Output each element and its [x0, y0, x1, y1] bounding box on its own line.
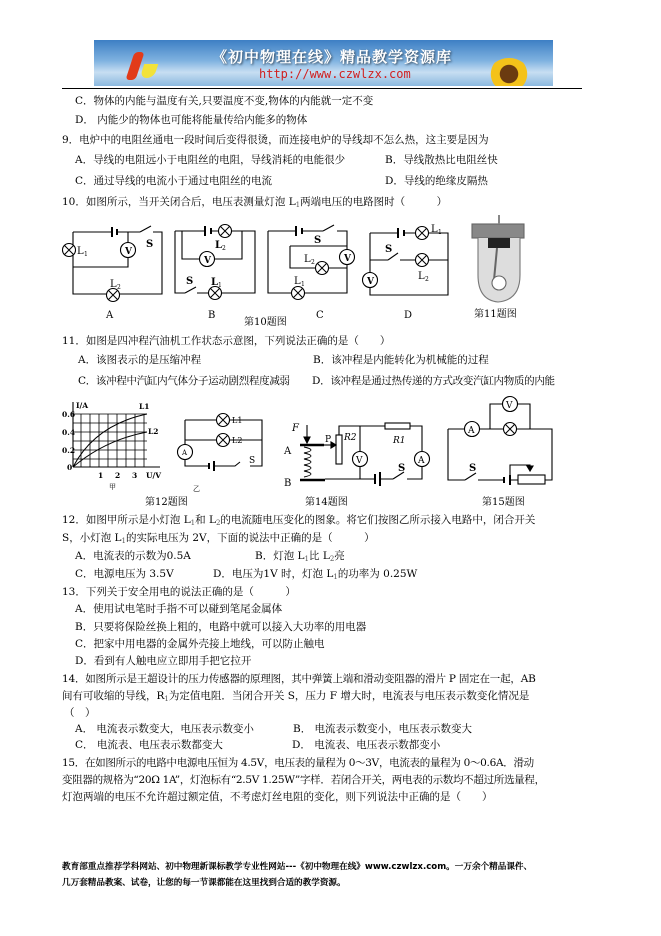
q15-stem-line2: 变阻器的规格为“20Ω 1A”，灯泡标有“2.5V 1.25W”字样．若闭合开关，两电表的示数均不超过所选量程， [62, 774, 545, 786]
label: L [431, 224, 438, 235]
q14-option-a: A． 电流表示数变大，电压表示数变小 [75, 723, 254, 735]
figure-caption-10: 第10题图 [244, 317, 287, 328]
lamp-icon [217, 434, 230, 447]
label: L [304, 254, 311, 265]
label: S [186, 276, 194, 287]
label: A [468, 426, 475, 436]
q12-option-a: A．电流表的示数为0.5A [75, 550, 191, 562]
label: A [284, 446, 292, 457]
label: B [284, 478, 292, 489]
label: L [418, 271, 425, 282]
text: 亮 [334, 550, 345, 562]
subscript: 1 [84, 251, 88, 258]
q14-stem-line1: 14．如图所示是王超设计的压力传感器的原理图，其中弹簧上端和滑动变阻器的滑片 P 固定在一起，AB [62, 673, 536, 685]
y-tick: 0 [67, 463, 73, 472]
q11-option-b: B．该冲程是内能转化为机械能的过程 [313, 354, 489, 366]
text: 间有可收缩的导线，R [62, 690, 165, 702]
curve-label-l2: L2 [148, 427, 159, 436]
label: R1 [393, 436, 406, 446]
label: R2 [344, 433, 357, 443]
y-tick: 0.4 [62, 428, 76, 437]
q11-option-a: A．该图表示的是压缩冲程 [78, 354, 202, 366]
q13-stem: 13．下列关于安全用电的说法正确的是（ ） [62, 586, 296, 598]
figure-caption-14: 第14题图 [305, 497, 348, 508]
q14-option-d: D． 电流表、电压表示数都变小 [292, 739, 441, 751]
q15-stem-line1: 15．在如图所示的电路中电源电压恒为 4.5V，电压表的量程为 0～3V，电流表的量程为 0～0.6A．滑动 [62, 757, 534, 769]
label: S [146, 239, 154, 250]
footer-line1: 教育部重点推荐学科网站、初中物理新课标教学专业性网站---《初中物理在线》www.czwlzx.com。一万余个精品课件、 [62, 862, 533, 872]
label: L [110, 279, 117, 290]
lamp-icon [504, 423, 517, 436]
label: A [182, 449, 188, 457]
lamp-icon [316, 262, 329, 275]
graph-12 [73, 402, 160, 467]
subscript: 1 [438, 229, 442, 236]
label: L2 [232, 436, 243, 445]
figure-caption-11: 第11题图 [474, 309, 517, 320]
subscript: 2 [117, 284, 121, 291]
banner-url[interactable]: http://www.czwlzx.com [259, 67, 411, 81]
text: 为定值电阻．当闭合开关 S，压力 F 增大时，电流表与电压表示数变化情况是 [168, 690, 530, 702]
label: V [506, 401, 513, 411]
label: S [398, 463, 406, 474]
lamp-icon [416, 227, 429, 240]
subscript: 1 [301, 281, 305, 288]
q13-option-a: A．使用试电笔时手指不可以碰到笔尾金属体 [75, 603, 283, 615]
text: 两端电压的电路图时（ ） [300, 196, 448, 208]
q11-stem: 11．如图是四冲程汽油机工作状态示意图，下列说法正确的是（ ） [62, 335, 391, 347]
figure-option-a: A [106, 310, 114, 321]
text: 和 L [195, 514, 216, 526]
figure-caption-12: 第12题图 [145, 497, 188, 508]
lamp-icon [416, 254, 429, 267]
label: F [292, 423, 299, 434]
q8-option-d: D． 内能少的物体也可能将能量传给内能多的物体 [75, 114, 308, 126]
footer-line2: 几万套精品教案、试卷，让您的每一节课都能在这里找到合适的教学资源。 [62, 878, 346, 888]
q11-option-c: C．该冲程中汽缸内气体分子运动剧烈程度减弱 [78, 375, 290, 387]
text: 比 L [309, 550, 330, 562]
subscript: 2 [215, 519, 221, 527]
q13-option-d: D．看到有人触电应立即用手把它拉开 [75, 655, 252, 667]
curve-label-l1: L1 [139, 402, 150, 411]
label: L [215, 240, 223, 251]
x-tick: 3 [132, 471, 138, 480]
q8-option-c: C．物体的内能与温度有关,只要温度不变,物体的内能就一定不变 [75, 95, 374, 107]
label: L1 [232, 416, 243, 425]
circuit-15 [448, 404, 552, 485]
label: P [325, 435, 332, 445]
q15-stem-line3: 灯泡两端的电压不允许超过额定值，不考虑灯丝电阻的变化，则下列说法中正确的是（ ） [62, 791, 493, 803]
label-yi: 乙 [193, 485, 200, 493]
lamp-icon [217, 414, 230, 427]
label: V [344, 254, 351, 264]
y-axis-label: I/A [76, 401, 89, 410]
label: S [314, 235, 322, 246]
figure-caption-15: 第15题图 [482, 497, 525, 508]
label: S [249, 456, 256, 466]
label: S [385, 244, 393, 255]
label: S [469, 463, 477, 474]
label: A [418, 456, 425, 466]
label-jia: 甲 [109, 483, 116, 491]
circuit-10d [370, 228, 448, 295]
engine-diagram-11 [472, 215, 524, 302]
label: L [77, 246, 84, 257]
q14-stem-line3: （ ） [64, 707, 96, 719]
q11-option-d: D．该冲程是通过热传递的方式改变汽缸内物质的内能 [312, 375, 555, 387]
lamp-icon [292, 287, 305, 300]
subscript: 1 [333, 573, 338, 581]
subscript: 2 [329, 555, 335, 563]
lamp-icon [219, 225, 232, 238]
q13-option-c: C．把家中用电器的金属外壳接上地线，可以防止触电 [75, 638, 325, 650]
y-tick: 0.6 [62, 410, 76, 419]
x-axis-label: U/V [146, 471, 162, 480]
subscript: 1 [121, 537, 126, 545]
text: 的实际电压为 2V，下面的说法中正确的是（ ） [125, 532, 375, 544]
text: 10．如图所示，当开关闭合后，电压表测量灯泡 L [62, 196, 296, 208]
text: 的电流随电压变化的图象。将它们按图乙所示接入电路中，闭合开关 [220, 514, 536, 526]
q14-option-c: C． 电流表、电压表示数都变大 [75, 739, 223, 751]
subscript: 1 [190, 519, 196, 527]
q13-option-b: B．只要将保险丝换上粗的，电路中就可以接入大功率的用电器 [75, 621, 367, 633]
label: V [204, 256, 211, 266]
q9-option-b: B．导线散热比电阻丝快 [385, 154, 498, 166]
figure-option-b: B [208, 310, 216, 321]
banner-title: 《初中物理在线》精品教学资源库 [212, 48, 453, 66]
subscript: 1 [304, 555, 309, 563]
q12-option-c: C．电源电压为 3.5V [75, 568, 174, 580]
label: V [125, 247, 132, 257]
y-tick: 0.2 [62, 446, 76, 455]
subscript: 1 [218, 282, 222, 289]
label: L [294, 276, 301, 287]
subscript: 2 [425, 276, 429, 283]
q9-option-a: A．导线的电阻远小于电阻丝的电阻，导线消耗的电能很少 [75, 154, 346, 166]
q9-option-c: C．通过导线的电流小于通过电阻丝的电流 [75, 175, 273, 187]
text: B．灯泡 L [255, 550, 305, 562]
q14-option-b: B． 电流表示数变小，电压表示数变大 [293, 723, 473, 735]
subscript: 1 [164, 695, 169, 703]
subscript: 2 [222, 245, 226, 252]
q9-option-d: D．导线的绝缘皮隔热 [385, 175, 488, 187]
q9-stem: 9．电炉中的电阻丝通电一段时间后变得很烫，而连接电炉的导线却不怎么热，这主要是因为 [62, 134, 489, 146]
x-tick: 2 [115, 471, 121, 480]
text: S，小灯泡 L [62, 532, 122, 544]
text: 的功率为 0.25W [337, 568, 418, 580]
label: V [356, 456, 363, 466]
figure-option-d: D [404, 310, 413, 321]
lamp-icon [63, 244, 76, 257]
text: 12．如图甲所示是小灯泡 L [62, 514, 191, 526]
figure-option-c: C [316, 310, 324, 321]
subscript: 1 [295, 201, 301, 209]
text: D．电压为1V 时，灯泡 L [213, 568, 334, 580]
label: V [367, 277, 374, 287]
subscript: 2 [311, 259, 315, 266]
label: L [211, 277, 219, 288]
x-tick: 1 [98, 471, 104, 480]
